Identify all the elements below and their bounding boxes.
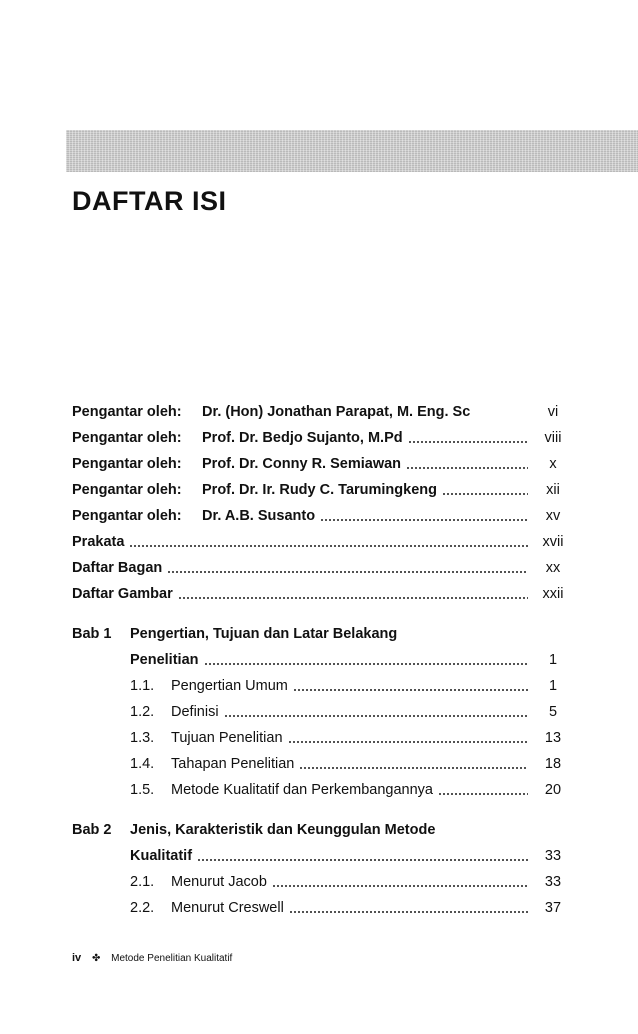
chapter-1-heading[interactable] <box>72 622 568 646</box>
chapter-title: Jenis, Karakteristik dan Keunggulan Metode <box>130 818 437 842</box>
toc-entry-foreword-4[interactable] <box>72 478 568 502</box>
dot-leader <box>197 859 528 861</box>
section-number: 1.1. <box>130 678 155 694</box>
foreword-author: Prof. Dr. Bedjo Sujanto, M.Pd <box>202 426 405 450</box>
footer-book-title: Metode Penelitian Kualitatif <box>111 953 233 964</box>
toc-entry-section-1-3[interactable] <box>72 726 568 750</box>
toc-entry-section-2-2[interactable] <box>72 896 568 920</box>
page-number: x <box>549 456 557 472</box>
page-number: 37 <box>544 900 562 916</box>
foreword-author: Dr. (Hon) Jonathan Parapat, M. Eng. Sc <box>202 400 472 424</box>
section-number: 1.4. <box>130 756 155 772</box>
ornament-icon: ✤ <box>91 953 101 964</box>
section-label: Tahapan Penelitian <box>171 752 296 776</box>
dot-leader <box>288 741 528 743</box>
foreword-lead: Pengantar oleh: <box>72 482 182 498</box>
page-number: 5 <box>548 704 558 720</box>
dot-leader <box>408 441 528 443</box>
page-number: xvii <box>542 534 564 550</box>
toc-entry-section-1-4[interactable] <box>72 752 568 776</box>
foreword-author: Prof. Dr. Conny R. Semiawan <box>202 452 403 476</box>
dot-leader <box>129 545 528 547</box>
foreword-lead: Pengantar oleh: <box>72 456 182 472</box>
toc-entry-daftar-bagan[interactable] <box>72 556 568 580</box>
foreword-lead: Pengantar oleh: <box>72 404 182 420</box>
section-label: Tujuan Penelitian <box>171 726 285 750</box>
toc-entry-foreword-2[interactable] <box>72 426 568 450</box>
page-number: 1 <box>548 652 558 668</box>
toc-entry-foreword-5[interactable] <box>72 504 568 528</box>
page-number: 33 <box>544 848 562 864</box>
dot-leader <box>289 911 528 913</box>
page-number: 18 <box>544 756 562 772</box>
toc-entry-prakata[interactable] <box>72 530 568 554</box>
chapter-title: Pengertian, Tujuan dan Latar Belakang <box>130 622 399 646</box>
toc-entry-section-1-2[interactable] <box>72 700 568 724</box>
foreword-author: Prof. Dr. Ir. Rudy C. Tarumingkeng <box>202 478 439 502</box>
foreword-lead: Pengantar oleh: <box>72 508 182 524</box>
section-label: Menurut Creswell <box>171 896 286 920</box>
toc-entry-chapter-2[interactable] <box>72 844 568 868</box>
foreword-lead: Pengantar oleh: <box>72 430 182 446</box>
page-title: DAFTAR ISI <box>72 186 227 216</box>
toc-entry-section-1-1[interactable] <box>72 674 568 698</box>
dot-leader <box>438 793 528 795</box>
chapter-lead: Bab 1 <box>72 626 112 642</box>
page-number: xx <box>545 560 561 576</box>
section-label: Pengertian Umum <box>171 674 290 698</box>
page-number: xxii <box>542 586 564 602</box>
dot-leader <box>293 689 528 691</box>
toc-entry-chapter-1[interactable] <box>72 648 568 672</box>
header-banner <box>66 130 638 172</box>
section-label: Definisi <box>171 700 221 724</box>
footer-page-number: iv <box>72 952 82 964</box>
dot-leader <box>224 715 528 717</box>
page-footer <box>72 952 232 964</box>
section-label: Menurut Jacob <box>171 870 269 894</box>
chapter-title-continued: Penelitian <box>130 648 201 672</box>
section-number: 2.1. <box>130 874 155 890</box>
dot-leader <box>272 885 528 887</box>
chapter-lead: Bab 2 <box>72 822 112 838</box>
toc-entry-section-2-1[interactable] <box>72 870 568 894</box>
section-number: 1.5. <box>130 782 155 798</box>
dot-leader <box>320 519 528 521</box>
page-number: 20 <box>544 782 562 798</box>
section-number: 1.3. <box>130 730 155 746</box>
page-number: vi <box>547 404 559 420</box>
page-number: 13 <box>544 730 562 746</box>
dot-leader <box>167 571 528 573</box>
toc-entry-section-1-5[interactable] <box>72 778 568 802</box>
dot-leader <box>442 493 528 495</box>
page-number: xii <box>546 482 560 498</box>
toc-entry-daftar-gambar[interactable] <box>72 582 568 606</box>
chapter-title-continued: Kualitatif <box>130 844 194 868</box>
dot-leader <box>299 767 528 769</box>
section-number: 1.2. <box>130 704 155 720</box>
dot-leader <box>178 597 528 599</box>
dot-leader <box>204 663 528 665</box>
section-number: 2.2. <box>130 900 155 916</box>
toc-entry-foreword-1[interactable] <box>72 400 568 424</box>
dot-leader <box>406 467 528 469</box>
page-number: viii <box>544 430 562 446</box>
entry-label: Daftar Bagan <box>72 556 164 580</box>
entry-label: Daftar Gambar <box>72 582 175 606</box>
entry-label: Prakata <box>72 530 126 554</box>
toc-entry-foreword-3[interactable] <box>72 452 568 476</box>
section-label: Metode Kualitatif dan Perkembangannya <box>171 778 435 802</box>
page-number: 33 <box>544 874 562 890</box>
chapter-2-heading[interactable] <box>72 818 568 842</box>
page-number: 1 <box>548 678 558 694</box>
foreword-author: Dr. A.B. Susanto <box>202 504 317 528</box>
page-number: xv <box>545 508 561 524</box>
